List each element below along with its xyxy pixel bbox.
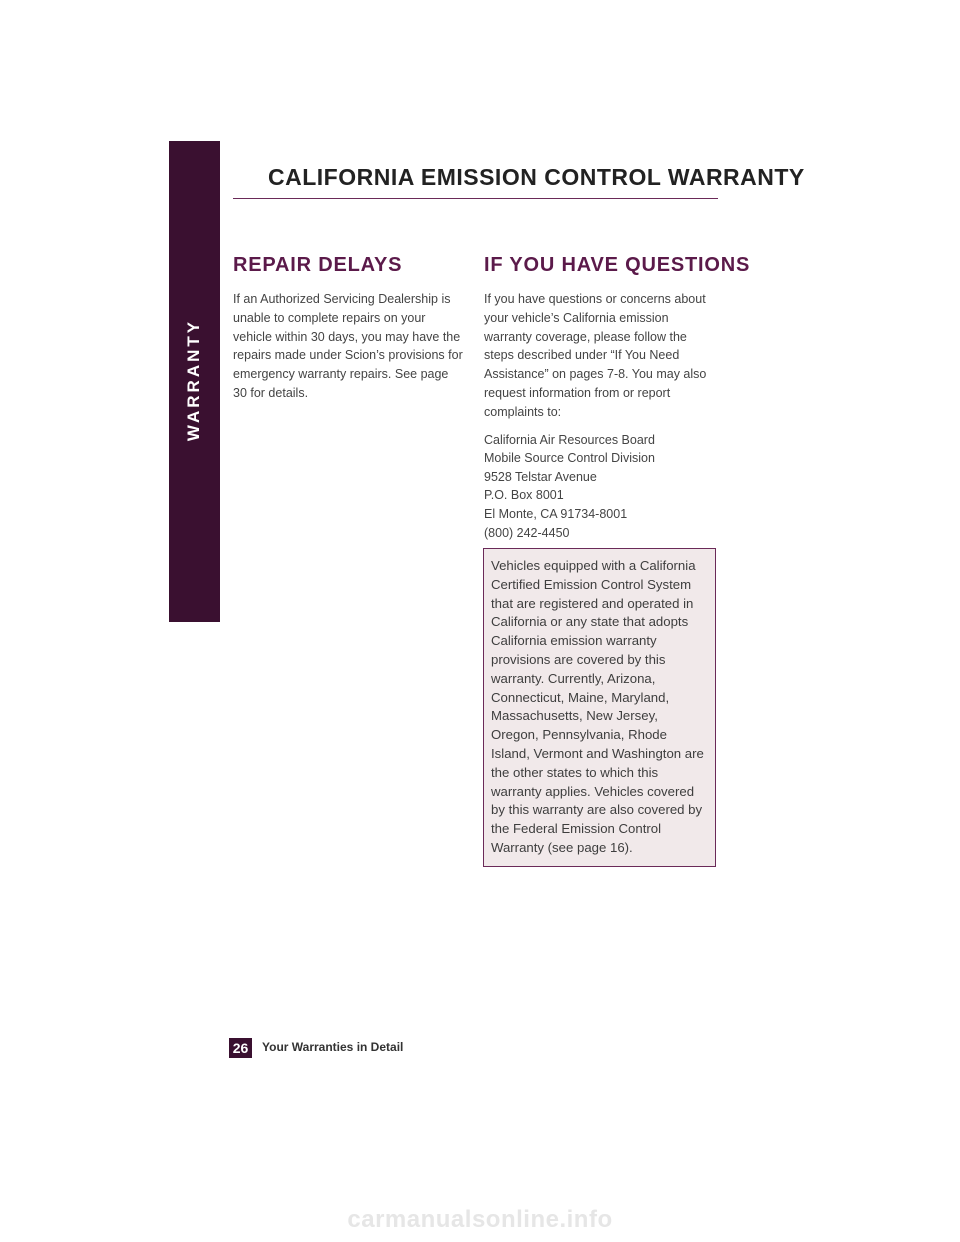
contact-address <box>484 431 718 543</box>
watermark: carmanualsonline.info <box>347 1206 613 1233</box>
address-line: Mobile Source Control Division <box>484 451 655 466</box>
repair-delays-section <box>233 254 463 412</box>
states-note-box <box>483 548 716 867</box>
title-divider <box>233 198 718 199</box>
page-number: 26 <box>229 1038 252 1058</box>
repair-delays-heading: REPAIR DELAYS <box>233 254 403 276</box>
address-line: El Monte, CA 91734-8001 <box>484 506 628 521</box>
sidebar-tab-label: WARRANTY <box>184 318 203 442</box>
footer-label: Your Warranties in Detail <box>262 1040 404 1054</box>
page-title: CALIFORNIA EMISSION CONTROL WARRANTY <box>268 164 805 190</box>
questions-heading: IF YOU HAVE QUESTIONS <box>484 254 751 276</box>
questions-section <box>484 254 751 542</box>
phone-number: (800) 242-4450 <box>484 525 570 540</box>
address-line: 9528 Telstar Avenue <box>484 469 597 484</box>
questions-body: If you have questions or concerns about your vehicle’s California emission warranty coverage, please follow the steps described under “If You Need Assistance” on pages 7-8. You may also request information from or report complaints to: <box>484 292 707 419</box>
address-line: California Air Resources Board <box>484 432 655 447</box>
repair-delays-body: If an Authorized Servicing Dealership is unable to complete repairs on your vehicle within 30 days, you may have the repairs made under Scion’s provisions for emergency warranty repairs. See page 30 for details. <box>233 292 463 400</box>
address-line: P.O. Box 8001 <box>484 488 564 503</box>
states-note-text: Vehicles equipped with a California Certified Emission Control System that are registered and operated in California or any state that adopts California emission warranty provisions are covered by this warranty. Currently, Arizona, Connecticut, Maine, Maryland, Massachusetts, New Jersey, Oregon, Pennsylvania, Rhode Island, Vermont and Washington are the other states to which this warranty applies. Vehicles covered by this warranty are also covered by the Federal Emission Control Warranty (see page 16). <box>491 558 704 855</box>
